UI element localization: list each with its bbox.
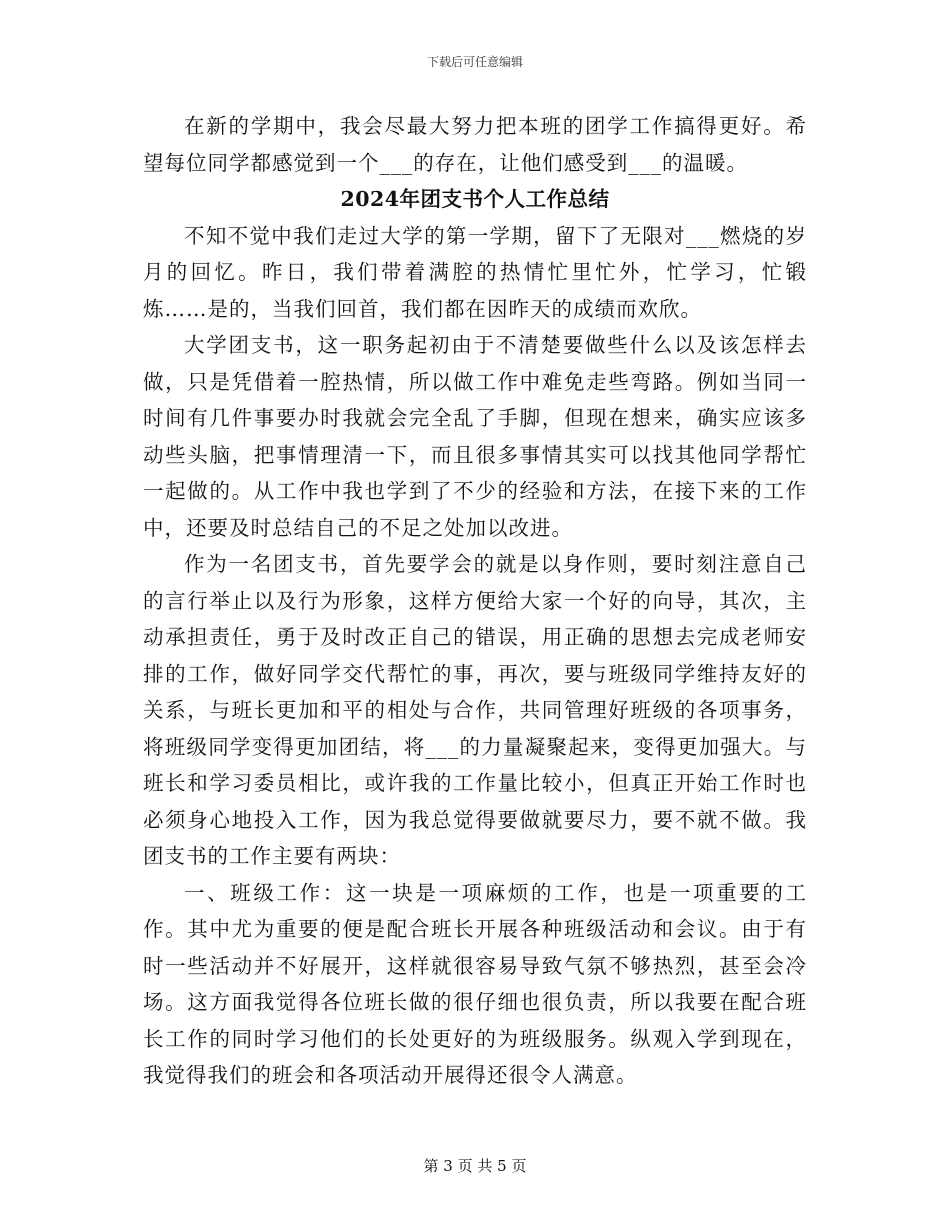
body-paragraph: 作为一名团支书，首先要学会的就是以身作则，要时刻注意自己的言行举止以及行为形象，这样方便给大家一个好的向导，其次，主动承担责任，勇于及时改正自己的错误，用正确的思想去完成老师安排的工作，做好同学交代帮忙的事，再次，要与班级同学维持友好的关系，与班长更加和平的相处与合作，共同管理好班级的各项事务，将班级同学变得更加团结，将___的力量凝聚起来，变得更加强大。与班长和学习委员相比，或许我的工作量比较小，但真正开始工作时也必须身心地投入工作，因为我总觉得要做就要尽力，要不就不做。我团支书的工作主要有两块： (143, 552, 807, 868)
body-paragraph: 不知不觉中我们走过大学的第一学期，留下了无限对___燃烧的岁月的回忆。昨日，我们带着满腔的热情忙里忙外，忙学习，忙锻炼……是的，当我们回首，我们都在因昨天的成绩而欢欣。 (143, 223, 807, 321)
body-paragraph: 一、班级工作：这一块是一项麻烦的工作，也是一项重要的工作。其中尤为重要的便是配合班长开展各种班级活动和会议。由于有时一些活动并不好展开，这样就很容易导致气氛不够热烈，甚至会冷场。这方面我觉得各位班长做的很仔细也很负责，所以我要在配合班长工作的同时学习他们的长处更好的为班级服务。纵观入学到现在，我觉得我们的班会和各项活动开展得还很令人满意。 (143, 880, 807, 1087)
document-title: 2024年团支书个人工作总结 (340, 187, 610, 211)
body-paragraph: 大学团支书，这一职务起初由于不清楚要做些什么以及该怎样去做，只是凭借着一腔热情，所以做工作中难免走些弯路。例如当同一时间有几件事要办时我就会完全乱了手脚，但现在想来，确实应该多动些头脑，把事情理清一下，而且很多事情其实可以找其他同学帮忙一起做的。从工作中我也学到了不少的经验和方法，在接下来的工作中，还要及时总结自己的不足之处加以改进。 (143, 333, 807, 540)
intro-paragraph: 在新的学期中，我会尽最大努力把本班的团学工作搞得更好。希望每位同学都感觉到一个___的存在，让他们感受到___的温暖。 (143, 114, 807, 175)
document-body (143, 108, 807, 1094)
page-number-footer: 第 3 页 共 5 页 (423, 1157, 527, 1175)
page-header-note: 下载后可任意编辑 (426, 55, 523, 69)
